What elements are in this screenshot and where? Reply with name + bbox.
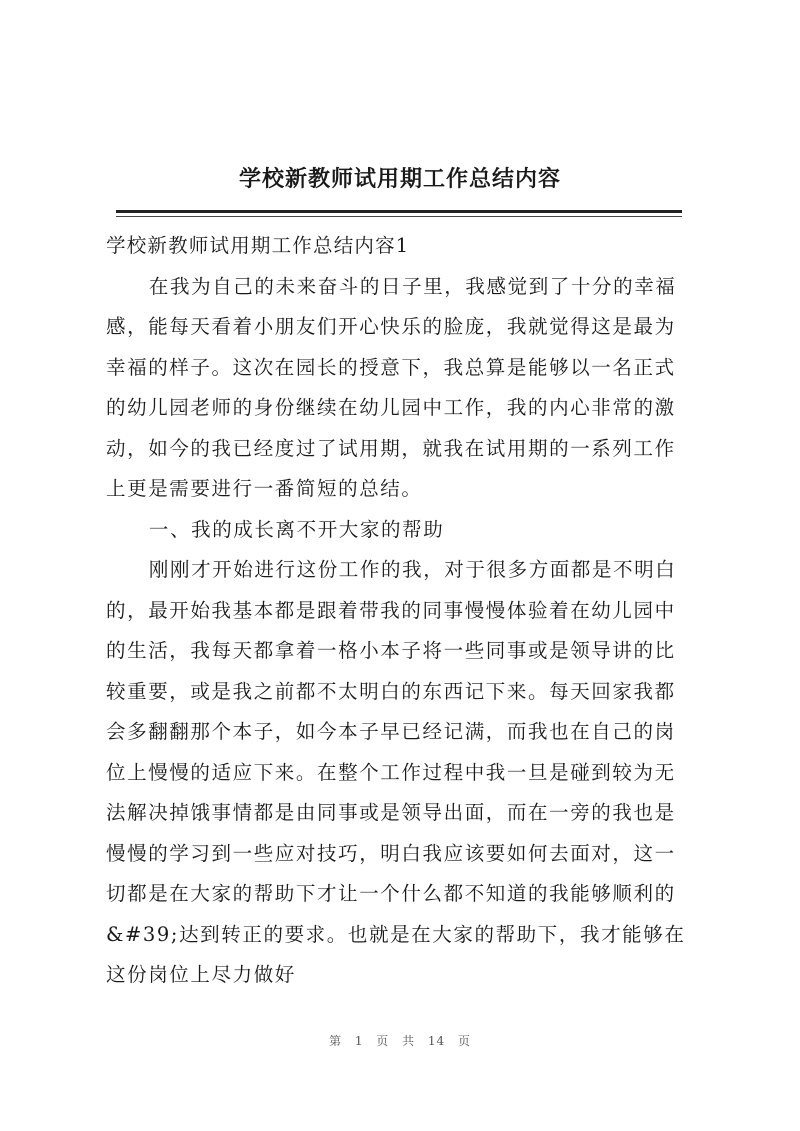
page-number-footer: 第 1 页 共 14 页: [329, 1034, 471, 1048]
document-title: 学校新教师试用期工作总结内容: [238, 166, 561, 192]
title-divider-thin: [116, 216, 682, 217]
document-body: [106, 226, 696, 996]
section-heading: 一、我的成长离不开大家的帮助: [148, 517, 445, 541]
title-divider: [116, 210, 682, 213]
section-subtitle: 学校新教师试用期工作总结内容1: [106, 234, 410, 257]
body-paragraph-2: 刚刚才开始进行这份工作的我，对于很多方面都是不明白的，最开始我基本都是跟着带我的同事慢慢体验着在幼儿园中的生活，我每天都拿着一格小本子将一些同事或是领导讲的比较重要，或是我之前都不太明白的东西记下来。每天回家我都会多翻翻那个本子，如今本子早已经记满，而我也在自己的岗位上慢慢的适应下来。在整个工作过程中我一旦是碰到较为无法解决掉饿事情都是由同事或是领导出面，而在一旁的我也是慢慢的学习到一些应对技巧，明白我应该要如何去面对，这一切都是在大家的帮助下才让一个什么都不知道的我能够顺利的&#39;达到转正的要求。也就是在大家的帮助下，我才能够在这份岗位上尽力做好: [106, 558, 686, 986]
body-paragraph-1: 在我为自己的未来奋斗的日子里，我感觉到了十分的幸福感，能每天看着小朋友们开心快乐的脸庞，我就觉得这是最为幸福的样子。这次在园长的授意下，我总算是能够以一名正式的幼儿园老师的身份继续在幼儿园中工作，我的内心非常的激动，如今的我已经度过了试用期，就我在试用期的一系列工作上更是需要进行一番简短的总结。: [106, 274, 677, 500]
